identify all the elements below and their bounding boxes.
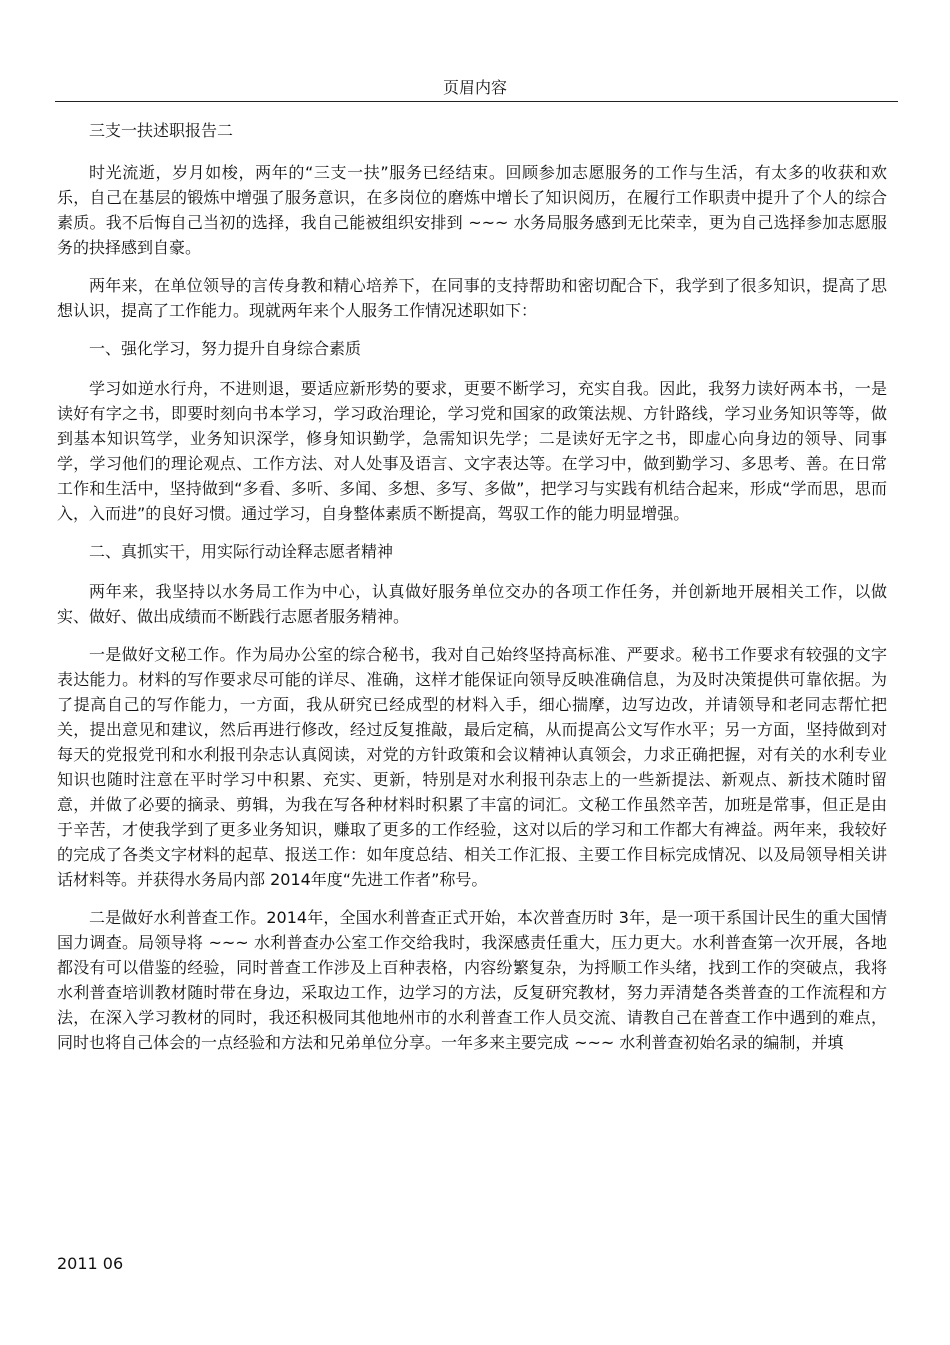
section-heading-1: 一、强化学习，努力提升自身综合素质	[89, 339, 362, 358]
document-body	[57, 118, 887, 1068]
paragraph-study: 学习如逆水行舟，不进则退，要适应新形势的要求，更要不断学习，充实自我。因此，我努力读好两本书，一是读好有字之书，即要时刻向书本学习，学习政治理论，学习党和国家的政策法规、方针路线，学习业务知识等等，做到基本知识笃学，业务知识深学，修身知识勤学，急需知识先学；二是读好无字之书，即虚心向身边的领导、同事学，学习他们的理论观点、工作方法、对人处事及语言、文字表达等。在学习中，做到勤学习、多思考、善。在日常工作和生活中，坚持做到“多看、多听、多闻、多想、多写、多做”，把学习与实践有机结合起来，形成“学而思，思而入，入而进”的良好习惯。通过学习，自身整体素质不断提高，驾驭工作的能力明显增强。	[57, 379, 887, 523]
paragraph-intro: 时光流逝，岁月如梭，两年的“三支一扶”服务已经结束。回顾参加志愿服务的工作与生活，有太多的收获和欢乐，自己在基层的锻炼中增强了服务意识，在多岗位的磨炼中增长了知识阅历，在履行工作职责中提升了个人的综合素质。我不后悔自己当初的选择，我自己能被组织安排到 ~~~ 水务局服务感到无比荣幸，更为自己选择参加志愿服务的抉择感到自豪。	[57, 163, 887, 257]
document-title: 三支一扶述职报告二	[89, 121, 234, 140]
header-divider	[55, 101, 898, 102]
paragraph-work-summary: 两年来，我坚持以水务局工作为中心，认真做好服务单位交办的各项工作任务，并创新地开展相关工作，以做实、做好、做出成绩而不断践行志愿者服务精神。	[57, 582, 887, 626]
paragraph-secretarial-work: 一是做好文秘工作。作为局办公室的综合秘书，我对自己始终坚持高标准、严要求。秘书工作要求有较强的文字表达能力。材料的写作要求尽可能的详尽、准确，这样才能保证向领导反映准确信息，为及时决策提供可靠依据。为了提高自己的写作能力，一方面，我从研究已经成型的材料入手，细心揣摩，边写边改，并请领导和老同志帮忙把关，提出意见和建议，然后再进行修改，经过反复推敲，最后定稿，从而提高公文写作水平；另一方面，坚持做到对每天的党报党刊和水利报刊杂志认真阅读，对党的方针政策和会议精神认真领会，力求正确把握，对有关的水利专业知识也随时注意在平时学习中积累、充实、更新，特别是对水利报刊杂志上的一些新提法、新观点、新技术随时留意，并做了必要的摘录、剪辑，为我在写各种材料时积累了丰富的词汇。文秘工作虽然辛苦，加班是常事，但正是由于辛苦，才使我学到了更多业务知识，赚取了更多的工作经验，这对以后的学习和工作都大有裨益。两年来，我较好的完成了各类文字材料的起草、报送工作：如年度总结、相关工作汇报、主要工作目标完成情况、以及局领导相关讲话材料等。并获得水务局内部 2014年度“先进工作者”称号。	[57, 645, 887, 889]
paragraph-water-census: 二是做好水利普查工作。2014年，全国水利普查正式开始，本次普查历时 3年，是一项干系国计民生的重大国情国力调查。局领导将 ~~~ 水利普查办公室工作交给我时，我深感责任重大，压力更大。水利普查第一次开展，各地都没有可以借鉴的经验，同时普查工作涉及上百种表格，内容纷繁复杂，为捋顺工作头绪，找到工作的突破点，我将水利普查培训教材随时带在身边，采取边工作，边学习的方法，反复研究教材，努力弄清楚各类普查的工作流程和方法，在深入学习教材的同时，我还积极同其他地州市的水利普查工作人员交流、请教自己在普查工作中遇到的难点，同时也将自己体会的一点经验和方法和兄弟单位分享。一年多来主要完成 ~~~ 水利普查初始名录的编制，并填	[57, 908, 887, 1052]
paragraph-overview: 两年来，在单位领导的言传身教和精心培养下，在同事的支持帮助和密切配合下，我学到了很多知识，提高了思想认识，提高了工作能力。现就两年来个人服务工作情况述职如下：	[57, 276, 887, 320]
page-footer: 2011 06	[57, 1254, 124, 1273]
page-header: 页眉内容	[442, 78, 507, 97]
section-heading-2: 二、真抓实干，用实际行动诠释志愿者精神	[89, 542, 394, 561]
